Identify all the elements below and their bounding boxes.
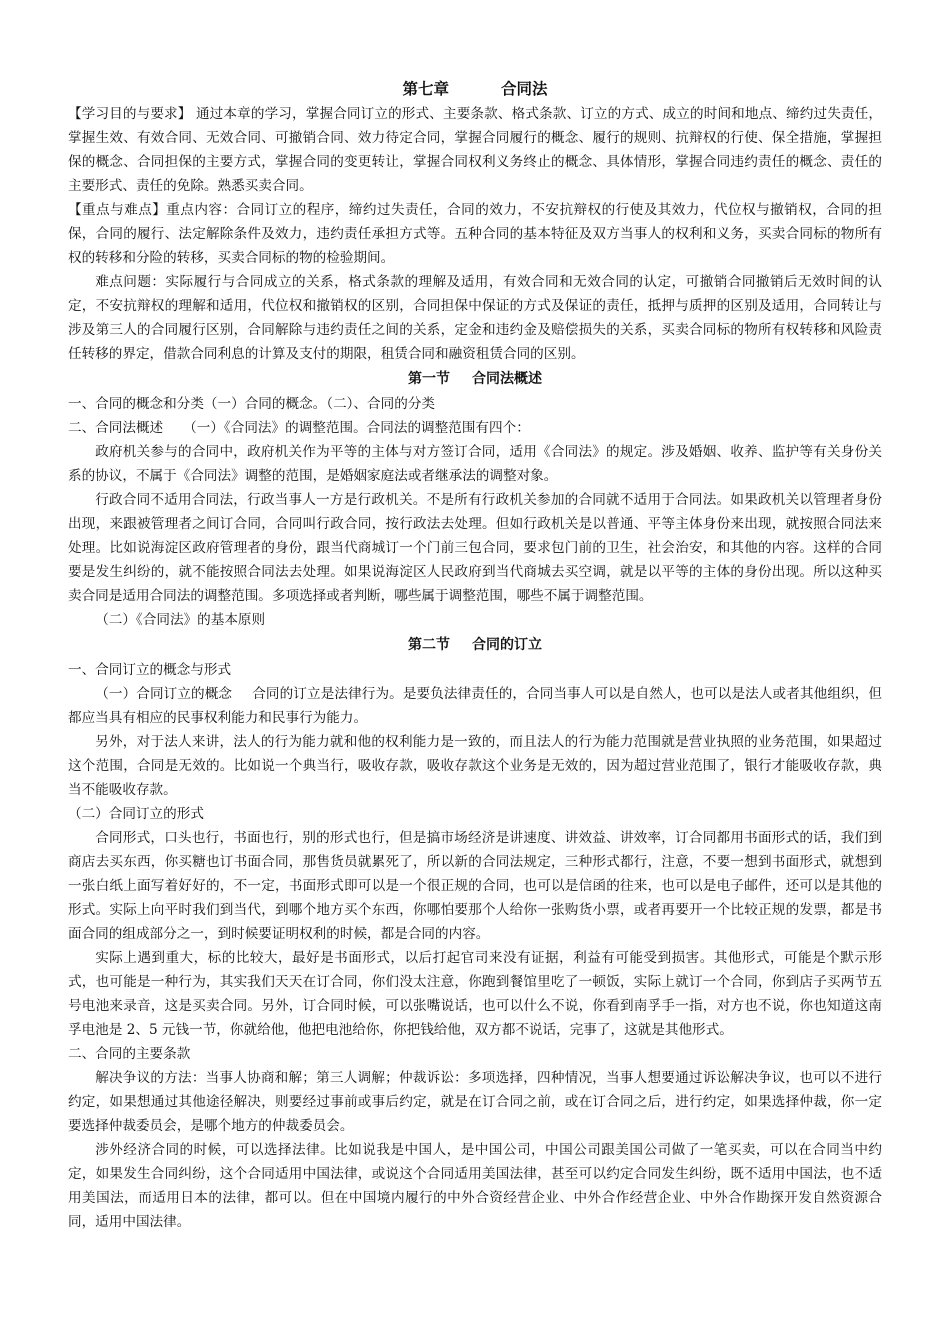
dispute-paragraph: 解决争议的方法：当事人协商和解；第三人调解；仲裁诉讼：多项选择，四种情况，当事人想要通过诉讼解决争议，也可以不进行约定，如果想通过其他途径解决，则要经过事前或事后约定，就是在订合同之前，或在订合同之后，进行约定，如果选择仲裁，你一定要选择仲裁委员会，是哪个地方的仲裁委员会。 (68, 1070, 882, 1134)
foreign-law-paragraph: 涉外经济合同的时候，可以选择法律。比如说我是中国人，是中国公司，中国公司跟美国公司做了一笔买卖，可以在合同当中约定，如果发生合同纠纷，这个合同适用中国法律，或说这个合同适用美国法律，甚至可以约定合同发生纠纷，既不适用中国法，也不适用美国法，而适用日本的法律，都可以。但在中国境内履行的中外合资经营企业、中外合作经营企业、中外合作勘探开发自然资源合同，适用中国法律。 (68, 1142, 882, 1230)
additional-paragraph: 另外，对于法人来讲，法人的行为能力就和他的权利能力是一致的，而且法人的行为能力范围就是营业执照的业务范围，如果超过这个范围，合同是无效的。比如说一个典当行，吸收存款，吸收存款这个业务是无效的，因为超过营业范围了，银行才能吸收存款，典当不能吸收存款。 (68, 734, 882, 798)
section-1-item-2 (68, 416, 882, 440)
concept-paragraph (68, 682, 882, 730)
section-1-number: 第一节 (408, 371, 450, 387)
chapter-heading (68, 76, 882, 102)
difficulties-paragraph: 难点问题：实际履行与合同成立的关系，格式条款的理解及适用，有效合同和无效合同的认定，可撤销合同撤销后无效时间的认定，不安抗辩权的理解和适用，代位权和撤销权的区别，合同担保中保证的方式及保证的责任，抵押与质押的区别及适用，合同转让与涉及第三人的合同履行区别，合同解除与违约责任之间的关系，定金和违约金及赔偿损失的关系，买卖合同标的物所有权转移和风险责任转移的界定，借款合同利息的计算及支付的期限，租赁合同和融资租赁合同的区别。 (68, 274, 882, 362)
chapter-name: 合同法 (501, 80, 548, 98)
section-2-title: 合同的订立 (472, 637, 542, 653)
section-2-item-1: 一、合同订立的概念与形式 (68, 662, 232, 678)
form-subheading: （二）合同订立的形式 (68, 806, 204, 822)
key-points-paragraph: 【重点与难点】重点内容：合同订立的程序，缔约过失责任，合同的效力，不安抗辩权的行使及其效力，代位权与撤销权，合同的担保，合同的履行、法定解除条件及效力，违约责任承担方式等。五种合同的基本特征及双方当事人的权利和义务，买卖合同标的物所有权的转移和分险的转移，买卖合同标的物的检验期间。 (68, 202, 882, 266)
section-2-heading (68, 632, 882, 658)
form-paragraph-2: 实际上遇到重大，标的比较大，最好是书面形式，以后打起官司来没有证据，利益有可能受到损害。其他形式，可能是个默示形式，也可能是一种行为，其实我们天天在订合同，你们没太注意，你跑到餐馆里吃了一顿饭，实际上就订一个合同，你到店子买两节五号电池来录音，这是买卖合同。另外，订合同时候，可以张嘴说话，也可以什么不说，你看到南孚手一指，对方也不说，你也知道这南孚电池是 2、5 元钱一节，你就给他，他把电池给你，你把钱给他，双方都不说话，完事了，这就是其他形式。 (68, 950, 882, 1038)
chapter-number: 第七章 (402, 80, 449, 98)
section-2-number: 第二节 (408, 637, 450, 653)
section-2-item-2: 二、合同的主要条款 (68, 1046, 191, 1062)
section-1-item-2-rest: （一）《合同法》的调整范围。合同法的调整范围有四个： (183, 420, 530, 436)
section-1-heading (68, 366, 882, 392)
form-paragraph-1: 合同形式，口头也行，书面也行，别的形式也行，但是搞市场经济是讲速度、讲效益、讲效率，订合同都用书面形式的话，我们到商店去买东西，你买糖也订书面合同，那售货员就累死了，所以新的合同法规定，三种形式都行，注意，不要一想到书面形式，就想到一张白纸上面写着好好的，不一定，书面形式即可以是一个很正规的合同，也可以是信函的往来，也可以是电子邮件，还可以是其他的形式。实际上向平时我们到当代，到哪个地方买个东西，你哪怕要那个人给你一张购货小票，或者再要开一个比较正规的发票，都是书面合同的组成部分之一，到时候要证明权利的时候，都是合同的内容。 (68, 830, 882, 942)
section-1-item-2-head: 二、合同法概述 (68, 420, 164, 436)
concept-label: （一）合同订立的概念 (95, 686, 233, 702)
section-1-paragraph-1: 政府机关参与的合同中，政府机关作为平等的主体与对方签订合同，适用《合同法》的规定。涉及婚姻、收养、监护等有关身份关系的协议，不属于《合同法》调整的范围，是婚姻家庭法或者继承法的调整对象。 (68, 444, 882, 484)
objectives-paragraph: 【学习目的与要求】 通过本章的学习，掌握合同订立的形式、主要条款、格式条款、订立的方式、成立的时间和地点、缔约过失责任，掌握生效、有效合同、无效合同、可撤销合同、效力待定合同，掌握合同履行的概念、履行的规则、抗辩权的行使、保全措施，掌握担保的概念、合同担保的主要方式，掌握合同的变更转让，掌握合同权利义务终止的概念、具体情形，掌握合同违约责任的概念、责任的主要形式、责任的免除。熟悉买卖合同。 (68, 106, 882, 194)
section-1-title: 合同法概述 (472, 371, 542, 387)
concept-text: 合同的订立是法律行为。是要负法律责任的，合同当事人可以是自然人，也可以是法人或者其他组织，但都应当具有相应的民事权利能力和民事行为能力。 (68, 686, 883, 726)
section-1-paragraph-2: 行政合同不适用合同法，行政当事人一方是行政机关。不是所有行政机关参加的合同就不适用于合同法。如果政机关以管理者身份出现，来跟被管理者之间订合同，合同叫行政合同，按行政法去处理。但如行政机关是以普通、平等主体身份来出现，就按照合同法来处理。比如说海淀区政府管理者的身份，跟当代商城订一个门前三包合同，要求包门前的卫生，社会治安，和其他的内容。这样的合同要是发生纠纷的，就不能按照合同法去处理。如果说海淀区人民政府到当代商城去买空调，就是以平等的主体的身份出现。所以这种买卖合同是适用合同法的调整范围。多项选择或者判断，哪些属于调整范围，哪些不属于调整范围。 (68, 492, 882, 604)
section-1-item-1: 一、合同的概念和分类（一）合同的概念。（二）、合同的分类 (68, 396, 436, 412)
section-1-subheading-2: （二）《合同法》的基本原则 (95, 612, 266, 628)
